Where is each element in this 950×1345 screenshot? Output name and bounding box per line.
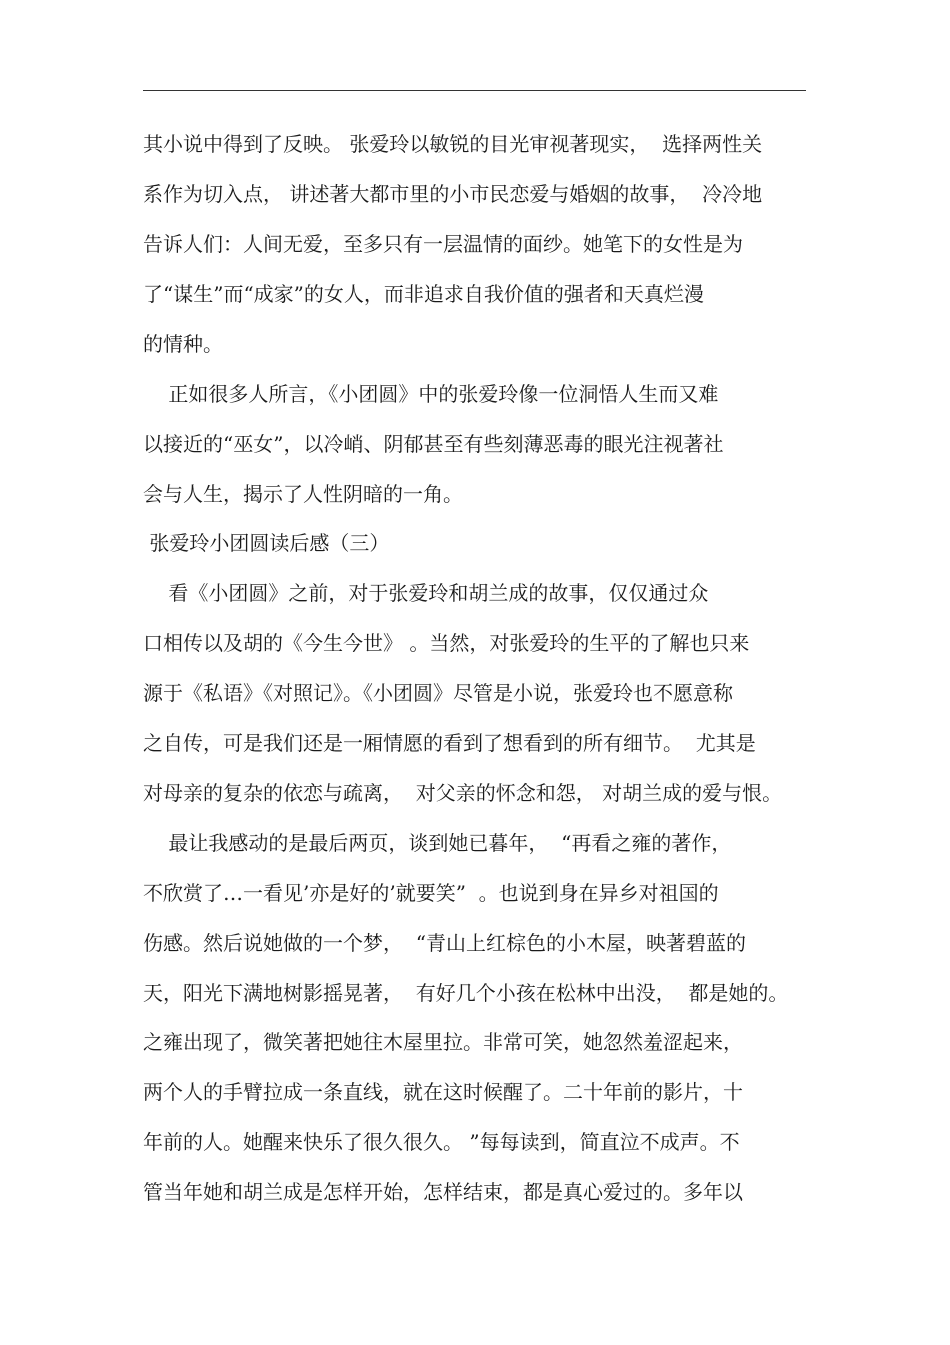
text-line-6: 正如很多人所言，《小团圆》中的张爱玲像一位洞悟人生而又难 — [143, 382, 719, 406]
text-line-1: 其小说中得到了反映。 张爱玲以敏锐的目光审视著现实， 选择两性关 — [143, 132, 763, 156]
text-line-8: 会与人生，揭示了人性阴暗的一角。 — [143, 482, 463, 506]
text-line-17: 伤感。然后说她做的一个梦， “青山上红棕色的小木屋，映著碧蓝的 — [143, 931, 746, 955]
text-line-16: 不欣赏了…一看见’亦是好的’就要笑” 。也说到身在异乡对祖国的 — [143, 881, 719, 905]
text-line-11: 口相传以及胡的《今生今世》 。当然，对张爱玲的生平的了解也只来 — [143, 631, 750, 655]
text-line-10: 看《小团圆》之前，对于张爱玲和胡兰成的故事，仅仅通过众 — [143, 581, 709, 605]
text-line-7: 以接近的“巫女”，以冷峭、阴郁甚至有些刻薄恶毒的眼光注视著社 — [143, 432, 724, 456]
text-line-20: 两个人的手臂拉成一条直线，就在这时候醒了。二十年前的影片，十 — [143, 1080, 743, 1104]
text-line-21: 年前的人。她醒来快乐了很久很久。 ”每每读到，简直泣不成声。不 — [143, 1130, 740, 1154]
text-line-12: 源于《私语》《对照记》。《小团圆》尽管是小说，张爱玲也不愿意称 — [143, 681, 733, 705]
text-line-19: 之雍出现了，微笑著把她往木屋里拉。非常可笑，她忽然羞涩起来， — [143, 1030, 743, 1054]
text-line-5: 的情种。 — [143, 332, 223, 356]
header-rule — [143, 90, 806, 91]
text-line-14: 对母亲的复杂的依恋与疏离， 对父亲的怀念和怨， 对胡兰成的爱与恨。 — [143, 781, 783, 805]
text-line-2: 系作为切入点， 讲述著大都市里的小市民恋爱与婚姻的故事， 冷冷地 — [143, 182, 763, 206]
text-line-3: 告诉人们：人间无爱，至多只有一层温情的面纱。她笔下的女性是为 — [143, 232, 743, 256]
text-line-15: 最让我感动的是最后两页，谈到她已暮年， “再看之雍的著作， — [143, 831, 732, 855]
text-line-18: 天，阳光下满地树影摇晃著， 有好几个小孩在松林中出没， 都是她的。 — [143, 981, 789, 1005]
text-line-4: 了“谋生”而“成家”的女人，而非追求自我价值的强者和天真烂漫 — [143, 282, 704, 306]
text-line-13: 之自传，可是我们还是一厢情愿的看到了想看到的所有细节。 尤其是 — [143, 731, 756, 755]
text-line-22: 管当年她和胡兰成是怎样开始，怎样结束，都是真心爱过的。多年以 — [143, 1180, 743, 1204]
section-heading: 张爱玲小团圆读后感（三） — [143, 531, 390, 555]
